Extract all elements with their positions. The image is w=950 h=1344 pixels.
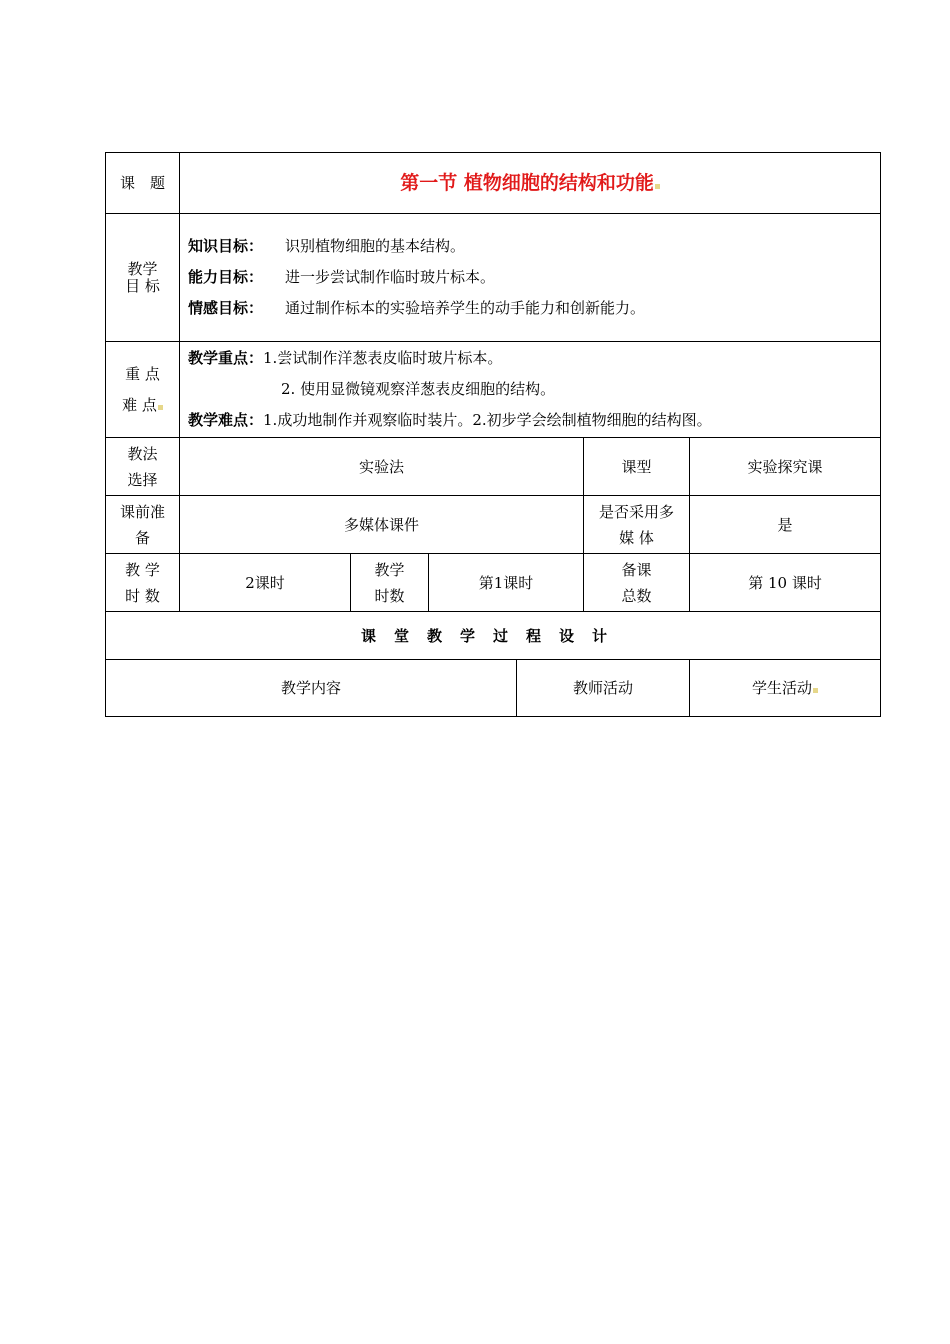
method-label: 教法 选择 <box>106 438 180 496</box>
topic-label: 课 题 <box>106 153 180 214</box>
difficulty-line: 教学难点：1.成功地制作并观察临时装片。2.初步学会绘制植物细胞的结构图。 <box>188 411 712 429</box>
ability-goal: 能力目标： 进一步尝试制作临时玻片标本。 <box>188 268 496 286</box>
prep-row <box>106 496 881 554</box>
media-label: 是否采用多 媒 体 <box>584 496 690 554</box>
topic-row <box>106 153 881 214</box>
hours-row <box>106 554 881 612</box>
title-cell <box>180 153 881 214</box>
focus-line-2: 2. 使用显微镜观察洋葱表皮细胞的结构。 <box>281 380 556 398</box>
page-title: 第一节 植物细胞的结构和功能 <box>400 171 654 194</box>
process-header-row <box>106 660 881 717</box>
total-hours-value: 第 10 课时 <box>690 554 881 612</box>
knowledge-goal: 知识目标： 识别植物细胞的基本结构。 <box>188 237 466 255</box>
hours-label: 教 学 时 数 <box>106 554 180 612</box>
goals-row <box>106 214 881 342</box>
process-title-row <box>106 612 881 660</box>
prep-value: 多媒体课件 <box>180 496 584 554</box>
emotion-goal: 情感目标： 通过制作标本的实验培养学生的动手能力和创新能力。 <box>188 299 646 317</box>
type-label: 课型 <box>584 438 690 496</box>
total-hours-label: 备课 总数 <box>584 554 690 612</box>
focus-line: 教学重点：1.尝试制作洋葱表皮临时玻片标本。 <box>188 349 503 367</box>
current-hours-value: 第1课时 <box>429 554 584 612</box>
hours-value: 2课时 <box>180 554 351 612</box>
media-value: 是 <box>690 496 881 554</box>
prep-label: 课前准 备 <box>106 496 180 554</box>
method-value: 实验法 <box>180 438 584 496</box>
lesson-plan-table <box>105 152 881 717</box>
col-teacher-header: 教师活动 <box>517 660 690 717</box>
goals-content <box>180 214 881 342</box>
current-hours-label: 教学 时数 <box>351 554 429 612</box>
keypoints-row <box>106 342 881 438</box>
method-row <box>106 438 881 496</box>
keypoints-content <box>180 342 881 438</box>
keypoints-label: 重 点 难 点 <box>106 342 180 438</box>
goals-label: 教学 目 标 <box>106 214 180 342</box>
col-student-header: 学生活动 <box>690 660 881 717</box>
type-value: 实验探究课 <box>690 438 881 496</box>
process-title: 课堂教学过程设计 <box>106 612 881 660</box>
format-mark <box>655 184 660 189</box>
col-content-header: 教学内容 <box>106 660 517 717</box>
